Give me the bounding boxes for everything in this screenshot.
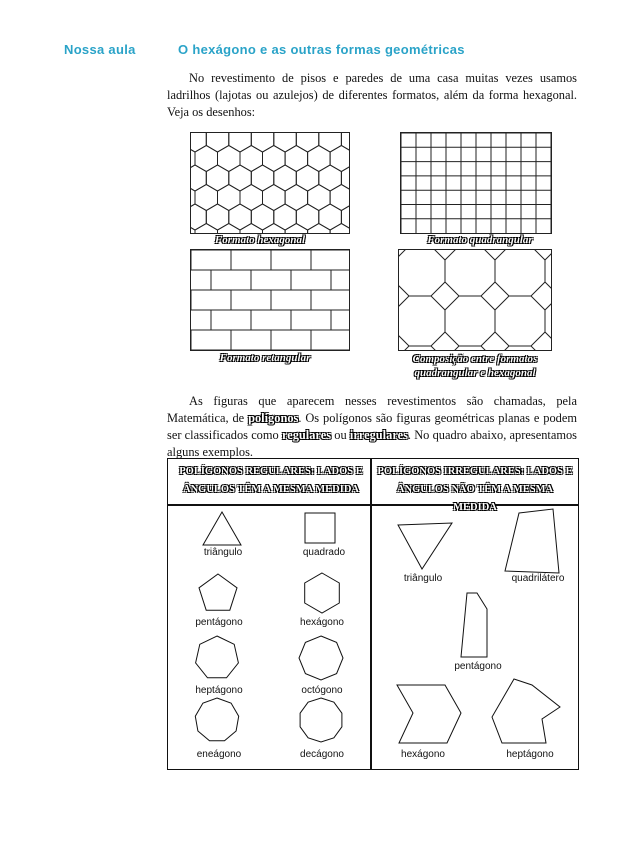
octagon-tile <box>399 250 445 296</box>
hex-tile <box>308 146 331 172</box>
body-text-part2: . Os polígonos são figuras geométricas planas e podem ser classificados como <box>167 411 577 442</box>
hex-tile <box>191 165 206 191</box>
hex-tile <box>191 146 195 172</box>
hex-tile <box>285 146 308 172</box>
label-regular-heptagon: heptágono <box>195 685 243 696</box>
rectangular-caption: Formato retangular <box>219 352 311 364</box>
hex-tile <box>308 185 331 211</box>
irregular-pentagon-shape <box>453 589 493 661</box>
square-pattern <box>401 133 551 233</box>
hex-tile <box>330 224 349 234</box>
hex-tile <box>274 204 297 230</box>
octagon-tile <box>495 346 545 350</box>
regular-nonagon-shape <box>192 695 242 745</box>
hex-tile <box>330 185 349 211</box>
irregular-quadrilateral-shape <box>503 507 563 575</box>
intro-text: No revestimento de pisos e paredes de uma casa muitas vezes usamos ladrilhos (lajotas ou azulejos) de diferentes formatos, além da forma hexagonal. Veja os desenhos: <box>167 71 577 119</box>
hex-tile <box>251 204 273 230</box>
hex-tile <box>274 165 297 191</box>
hex-tile <box>229 204 252 230</box>
octagon-tile <box>495 296 545 346</box>
irregular-triangle-shape <box>396 521 456 573</box>
regular-term: regulares <box>281 428 332 442</box>
hex-tile <box>319 165 342 191</box>
hex-tile <box>285 224 308 234</box>
label-regular-decagon: decágono <box>300 749 344 760</box>
polygons-term: polígonos <box>248 411 299 425</box>
octagon-tile <box>445 346 495 350</box>
hex-tile <box>206 204 229 230</box>
composition-caption <box>395 352 555 380</box>
label-regular-octagon: octógono <box>301 685 343 696</box>
regular-heptagon-shape <box>192 633 242 683</box>
body-text-part4: . No quadro abaixo, apresentamos alguns exemplos. <box>167 428 577 459</box>
octagon-tile <box>495 250 545 296</box>
label-regular-nonagon: eneágono <box>196 749 242 760</box>
regular-decagon-shape <box>296 695 346 745</box>
irregular-heptagon-shape <box>490 677 566 747</box>
hex-tile <box>251 165 273 191</box>
hex-tile <box>274 133 297 152</box>
label-irregular-quadrilateral: quadrilátero <box>511 573 565 584</box>
hex-tile <box>319 204 342 230</box>
hex-tile <box>191 133 206 152</box>
hex-tile <box>263 185 286 211</box>
rectangular-tiling <box>190 249 350 351</box>
label-regular-triangle: triângulo <box>203 547 243 558</box>
hexagonal-pattern <box>191 133 349 233</box>
label-irregular-hexagon: hexágono <box>401 749 445 760</box>
octagon-tile <box>399 346 445 350</box>
hex-tile <box>319 133 342 152</box>
octagon-tile <box>545 346 551 350</box>
regular-header-line2: ÂNGULOS TÊM A MESMA MEDIDA <box>183 484 359 495</box>
label-irregular-heptagon: heptágono <box>506 749 554 760</box>
irregular-header-line2: ÂNGULOS NÃO TÊM A MESMA MEDIDA <box>396 484 554 513</box>
hex-tile <box>285 185 308 211</box>
composition-tiling <box>398 249 552 351</box>
hex-tile <box>251 133 273 152</box>
irregular-header-line1: POLÍGONOS IRREGULARES: LADOS E <box>377 466 573 477</box>
octagon-square-pattern <box>399 250 551 350</box>
hex-tile <box>191 204 206 230</box>
octagon-tile <box>445 296 495 346</box>
hex-tile <box>308 224 331 234</box>
body-paragraph <box>167 393 577 461</box>
hex-tile <box>263 224 286 234</box>
composition-caption-line2: quadrangular e hexagonal <box>414 367 536 379</box>
hex-tile <box>240 146 263 172</box>
regular-hexagon-shape <box>300 571 344 615</box>
hexagonal-caption: Formato hexagonal <box>214 234 306 246</box>
regular-pentagon-shape <box>196 571 240 615</box>
hex-tile <box>191 224 195 234</box>
intro-paragraph <box>167 70 577 121</box>
regular-header <box>176 463 366 499</box>
hex-tile <box>229 165 252 191</box>
label-irregular-triangle: triângulo <box>403 573 443 584</box>
section-label: Nossa aula <box>64 42 136 57</box>
hex-tile <box>296 165 319 191</box>
body-text-part1: As figuras que aparecem nesses revestimentos são chamadas, pela Matemática, de <box>167 394 577 425</box>
hex-tile <box>218 185 241 211</box>
regular-square-shape <box>303 511 337 545</box>
hex-tile <box>195 146 218 172</box>
hex-tile <box>206 165 229 191</box>
hex-tile <box>191 185 195 211</box>
hex-tile <box>195 224 218 234</box>
hex-tile <box>263 146 286 172</box>
label-regular-pentagon: pentágono <box>195 617 243 628</box>
hex-tile <box>240 185 263 211</box>
brick-pattern <box>191 250 349 350</box>
hex-tile <box>330 146 349 172</box>
octagon-tile <box>545 250 551 296</box>
page-title: O hexágono e as outras formas geométricas <box>178 42 465 57</box>
irregular-term: irregulares <box>349 428 408 442</box>
hex-tile <box>240 224 263 234</box>
composition-caption-line1: Composição entre formatos <box>412 353 538 365</box>
hex-tile <box>195 185 218 211</box>
hex-tile <box>218 146 241 172</box>
irregular-hexagon-shape <box>393 681 465 747</box>
regular-octagon-shape <box>296 633 346 683</box>
octagon-tile <box>545 296 551 346</box>
table-column-divider <box>370 459 372 769</box>
hex-tile <box>296 133 319 152</box>
hex-tile <box>218 224 241 234</box>
polygon-table <box>167 458 579 770</box>
square-caption: Formato quadrangular <box>427 234 533 246</box>
square-tiling <box>400 132 552 234</box>
octagon-tile <box>399 296 445 346</box>
label-regular-square: quadrado <box>302 547 346 558</box>
octagon-tile <box>445 250 495 296</box>
body-text-part3: ou <box>331 428 350 442</box>
hexagonal-tiling <box>190 132 350 234</box>
body-text <box>167 393 577 461</box>
hex-tile <box>296 204 319 230</box>
hex-tile <box>229 133 252 152</box>
label-irregular-pentagon: pentágono <box>454 661 502 672</box>
hex-tile <box>206 133 229 152</box>
label-regular-hexagon: hexágono <box>300 617 344 628</box>
regular-triangle-shape <box>200 509 244 549</box>
regular-header-line1: POLÍGONOS REGULARES: LADOS E <box>179 466 363 477</box>
